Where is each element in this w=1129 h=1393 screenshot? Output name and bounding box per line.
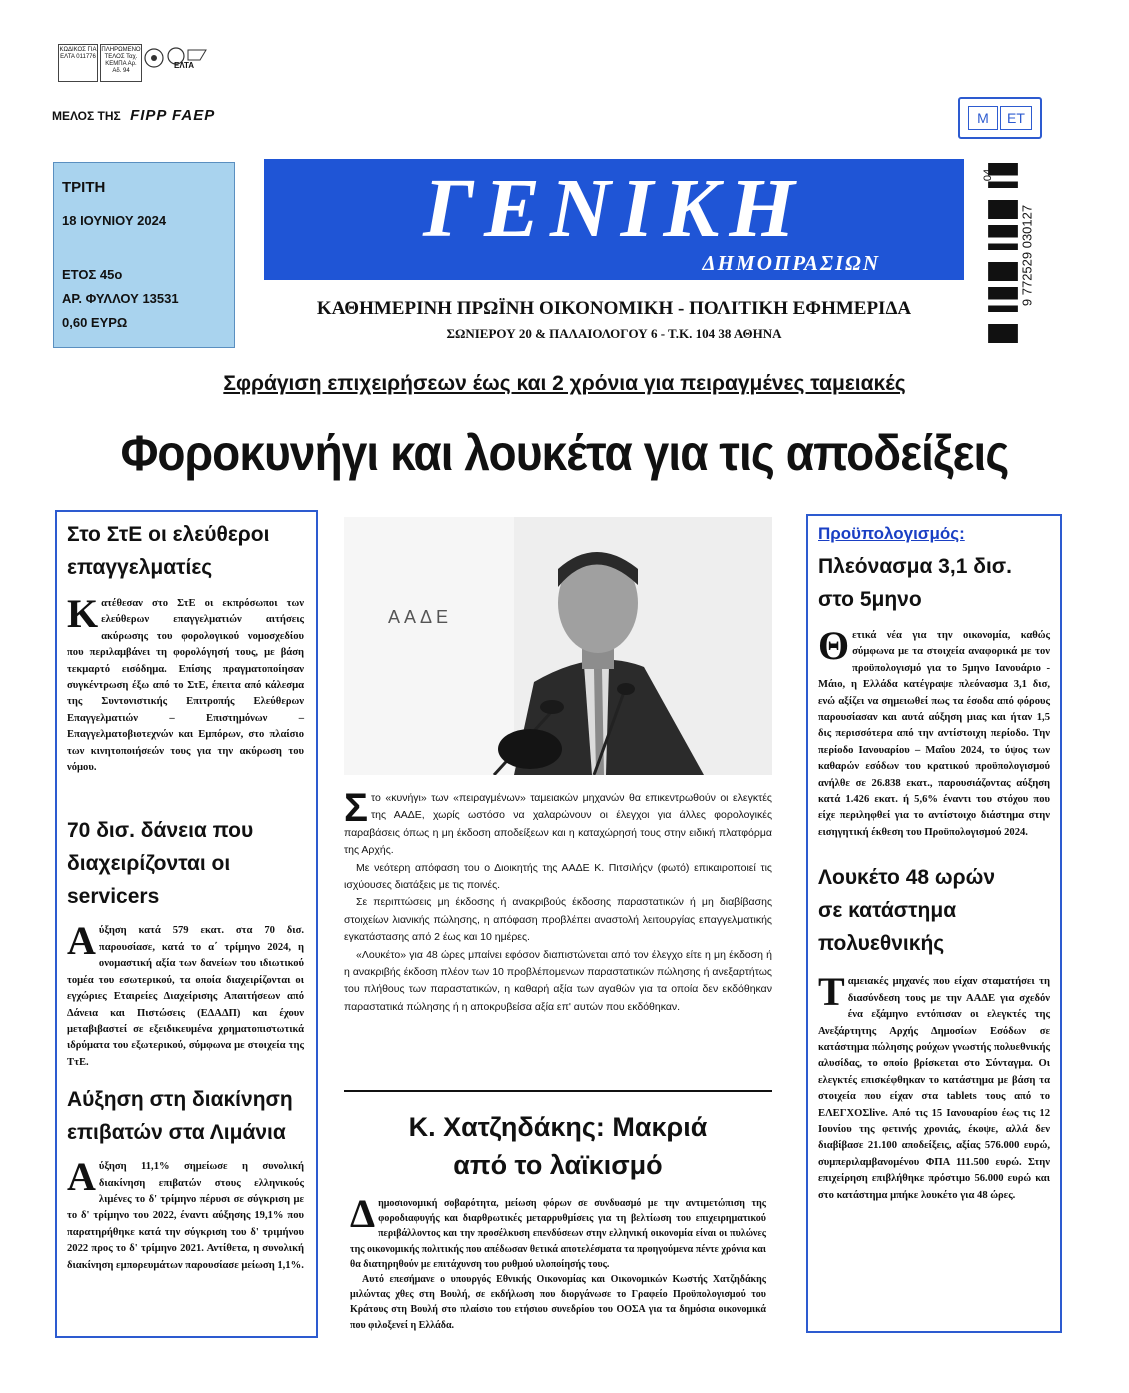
- postal-code-box: ΚΩΔΙΚΟΣ ΓΙΑ ΕΛΤΑ 011776: [58, 44, 98, 82]
- issue-day: ΤΡΙΤΗ: [62, 179, 106, 196]
- center-story: [344, 786, 772, 1016]
- masthead-subtitle: ΔΗΜΟΠΡΑΣΙΩΝ: [702, 251, 880, 275]
- center-story-p1: το «κυνήγι» των «πειραγμένων» ταμειακών μηχανών θα επικεντρωθούν οι ελεγκτές της ΑΑΔΕ, χωρίς ωστόσο να χαλαρώνουν οι έλεγχοι για άλλες φορολογικές παραβάσεις όπως η μη έκδοση αποδείξεων και η καταχώρησή τους στην ειδική πλατφόρμα της Αρχής.: [344, 792, 772, 857]
- left-article-2-title: 70 δισ. δάνεια που διαχειρίζονται οι servicers: [67, 819, 254, 909]
- hatzidakis-title-1: Κ. Χατζηδάκης: Μακριά: [408, 1112, 708, 1142]
- membership-line: [52, 106, 215, 126]
- photo-sign: ΑΑΔΕ: [388, 607, 453, 627]
- dropcap: Α: [67, 1154, 96, 1200]
- membership-label: ΜΕΛΟΣ ΤΗΣ: [52, 109, 121, 123]
- barcode: [984, 163, 1040, 349]
- masthead-banner: [264, 159, 964, 280]
- elta-logo: [144, 44, 210, 78]
- met-badge-right: ΕΤ: [1000, 106, 1032, 130]
- hatzidakis-title-2: από το λαϊκισμό: [453, 1150, 663, 1180]
- hatzidakis-body: [350, 1191, 766, 1333]
- center-story-p3: Σε περιπτώσεις μη έκδοσης ή ανακριβούς έκδοσης παραστατικών ή μη διαβίβασης στοιχείων λιανικής πώλησης, η απόφαση προβλέπει αναστολή λειτουργίας επαγγελματικής εγκατάστασης από 2 έως και 10 ημέρες.: [344, 896, 772, 944]
- issue-number: ΑΡ. ΦΥΛΛΟΥ 13531: [62, 291, 179, 306]
- right-article-1-title: Πλεόνασμα 3,1 δισ. στο 5μηνο: [818, 555, 1012, 611]
- left-article-3-text: ύξηση 11,1% σημείωσε η συνολική διακίνηση επιβατών στους ελληνικούς λιμένες το δ' τρίμηνο πέρυσι σε σύγκριση με το δ' τρίμηνο του 2022, έναντι αύξησης 19,1% που παρατηρήθηκε κατά την σύγκριση του δ' τριμήνου 2022 προς το δ' τρίμηνο 2021. Αντίθετα, η συνολική διακίνηση εμπορευμάτων παρουσίασε μείωση 1,1%.: [67, 1161, 304, 1271]
- hatzidakis-p2: Αυτό επεσήμανε ο υπουργός Εθνικής Οικονομίας και Οικονομικών Κωστής Χατζηδάκης μιλώντας χθες στη Βουλή, σε εκδήλωση που διοργάνωσε το Γραφείο Προϋπολογισμού του Κράτους στη Βουλή στο πλαίσιο του ετήσιου συνεδρίου του ΟΟΣΑ για τα δημόσια οικονομικά που φιλοξενεί η Ελλάδα.: [350, 1274, 766, 1331]
- right-article-2-text: αμειακές μηχανές που είχαν σταματήσει τη διασύνδεση τους με την ΑΑΔΕ για σχεδόν ένα εξάμηνο εντόπισαν οι ελεγκτές της Ανεξάρτητης Αρχής Δημοσίων Εσόδων σε κατάστημα πώλησης ρούχων γνωστής πολυεθνικής αλυσίδας, το οποίο βρίσκεται στο Σύνταγμα. Οι ελεγκτές επισκέφθηκαν το κατάστημα με βάση τα στοιχεία που είχαν στα tablets τους από το ΕΛΕΓΧΟΣlive. Από τις 15 Ιανουαρίου έως τις 12 Ιουνίου της φετινής χρονιάς, έκοψε, αλλά δεν διαβίβασε 21.100 αποδείξεις, αξίας 576.000 ευρώ, συμπεριλαμβανομένου ΦΠΑ 111.500 ευρώ. Στην επιχείρηση επιβλήθηκε πρόστιμο 56.000 ευρώ και στο κατάστημα μπήκε λουκέτο για 48 ώρες.: [818, 976, 1050, 1201]
- left-column: [55, 510, 318, 1338]
- left-article-3-title: Αύξηση στη διακίνηση επιβατών στα Λιμάνια: [67, 1088, 293, 1145]
- left-article-2-body: [67, 918, 304, 1071]
- issue-date: 18 ΙΟΥΝΙΟΥ 2024: [62, 213, 167, 228]
- masthead-title: ΓΕΝΙΚΗ: [423, 162, 805, 255]
- elta-label: ΕΛΤΑ: [174, 61, 195, 70]
- left-article-3-body: [67, 1154, 304, 1274]
- divider: [344, 1090, 772, 1092]
- kicker: Σφράγιση επιχειρήσεων έως και 2 χρόνια για πειραγμένες ταμειακές: [223, 372, 906, 395]
- right-article-2-title: Λουκέτο 48 ωρών σε κατάστημα πολυεθνικής: [818, 866, 996, 956]
- left-article-1-body: [67, 591, 304, 776]
- center-story-p2: Με νεότερη απόφαση του ο Διοικητής της ΑΑΔΕ Κ. Πιτσιλήςν (φωτό) επικαιροποιεί τις ισχύουσες διατάξεις με τις ποινές.: [344, 861, 772, 892]
- main-headline: Φοροκυνήγι και λουκέτα για τις αποδείξεις: [120, 425, 1009, 481]
- met-badge: [958, 97, 1042, 139]
- news-photo: [344, 517, 772, 775]
- right-article-2-body: [818, 969, 1050, 1204]
- dropcap: Θ: [818, 623, 850, 668]
- center-story-p4: «Λουκέτο» για 48 ώρες μπαίνει εφόσον διαπιστώνεται από τον έλεγχο είτε η μη έκδοση ή η ανακριβής έκδοση πλέον των 10 προβλέπομενων παραστατικών πώλησης ή ανεξαρτήτως του πλήθους των παραστατικών, η καθαρή αξία των αγαθών για τα οποία δεν εκδόθηκαν παραστατικά πώλησης ή η αποκρυβείσα αξία επ' αυτών που εκδόθηκαν.: [344, 948, 772, 1013]
- masthead-address: ΣΩΝΙΕΡΟΥ 20 & ΠΑΛΑΙΟΛΟΓΟΥ 6 - Τ.Κ. 104 38 ΑΘΗΝΑ: [446, 326, 782, 341]
- left-article-2-text: ύξηση κατά 579 εκατ. στα 70 δισ. παρουσίασε, κατά το α΄ τρίμηνο 2024, η ονομαστική αξία των δανείων του ιδιωτικού τομέα του εσωτερικού, τα οποία διαχειρίζονται οι εγχώριες Εταιρείες Διαχείρισης Απαιτήσεων από Δάνεια και Πιστώσεις (ΕΔΑΔΠ) και έχουν μεταβιβαστεί σε εξειδικευμένα χρηματοπιστωτικά ιδρύματα του εξωτερικού, σύμφωνα με στοιχεία της ΤτΕ.: [67, 925, 304, 1068]
- right-article-1-body: [818, 623, 1050, 841]
- barcode-issue-number: 04: [982, 168, 995, 182]
- met-badge-left: Μ: [968, 106, 998, 130]
- dropcap: Κ: [67, 591, 99, 636]
- right-kicker: Προϋπολογισμός:: [818, 524, 965, 543]
- right-column: [806, 514, 1062, 1333]
- right-article-1-text: ετικά νέα για την οικονομία, καθώς σύμφωνα με τα στοιχεία αναφορικά με τον προϋπολογισμό για το 5μηνο Ιανουάριο - Μάιο, η Ελλάδα κατέγραψε πλεόνασμα 3,1 δισ, ενώ αξίζει να σημειωθεί πως τα έσοδα από φόρους παρουσίασαν και αυτά αύξηση μιας και ήταν 1,5 δις περισσότερα από την αντίστοιχη περίοδο. Την περίοδο Ιανουαρίου – Μαΐου 2024, το ύψος των καθαρών εσόδων του κρατικού προϋπολογισμού ανήλθε σε 26.838 εκατ., παρουσιάζοντας αύξηση κατά 1.426 εκατ. ή 5,6% έναντι του στόχου που είχε περιληφθεί για το αντίστοιχο διάστημα στην εισηγητική έκθεση του Προϋπολογισμού 2024.: [818, 630, 1050, 838]
- masthead-tagline: ΚΑΘΗΜΕΡΙΝΗ ΠΡΩΪΝΗ ΟΙΚΟΝΟΜΙΚΗ - ΠΟΛΙΤΙΚΗ ΕΦΗΜΕΡΙΔΑ: [316, 298, 912, 319]
- issue-year: ΕΤΟΣ 45ο: [62, 267, 123, 282]
- barcode-number: 9 772529 030127: [1019, 204, 1035, 307]
- membership-orgs-logo: FIPP FAEP: [130, 107, 216, 124]
- postal-paid-box: ΠΛΗΡΩΜΕΝΟ ΤΕΛΟΣ Ταχ. ΚΕΜΠΑ Αρ. Αδ. 94: [100, 44, 142, 82]
- hatzidakis-p1: ημοσιονομική σοβαρότητα, μείωση φόρων σε συνδυασμό με την αντιμετώπιση της φοροδιαφυγής και διαρθρωτικές μεταρρυθμίσεις για τη βελτίωση του επιχειρηματικού περιβάλλοντος και την προσέλκυση επενδύσεων στην ελληνική οικονομία είναι οι πυλώνες της οικονομικής πολιτικής που απέδωσαν θετικά αποτελέσματα τα προηγούμενα πέντε χρόνια και θα διατηρηθούν με επιτάχυνση του ρυθμού υλοποίησής τους.: [350, 1198, 766, 1270]
- dropcap: Α: [67, 918, 96, 964]
- left-article-1-title: Στο ΣτΕ οι ελεύθεροι επαγγελματίες: [67, 523, 270, 579]
- issue-info-box: [53, 162, 235, 348]
- dropcap: Τ: [818, 969, 845, 1015]
- left-article-1-text: ατέθεσαν στο ΣτΕ οι εκπρόσωποι των ελεύθερων επαγγελματιών αιτήσεις ακύρωσης του φορολογικού νομοσχεδίου που περιλαμβάνει τη φορολόγησή τους, με βάση τεκμαρτό εισόδημα. Επίσης πραγματοποίησαν συγκέντρωση έξω από το ΣτΕ, έπειτα από κάλεσμα της Συντονιστικής Επιτροπής Ελεύθερων Επαγγελματιών – Επιστημόνων – Επαγγελματοβιοτεχνών και Εμπόρων, στο πλαίσιο των κινητοποιήσεών τους για την ακύρωση του νόμου.: [67, 598, 304, 774]
- issue-price: 0,60 ΕΥΡΩ: [62, 315, 128, 330]
- barcode-lines: [988, 163, 1018, 349]
- dropcap: Σ: [344, 786, 369, 830]
- dropcap: Δ: [350, 1191, 376, 1236]
- photo-illustration: [344, 517, 772, 775]
